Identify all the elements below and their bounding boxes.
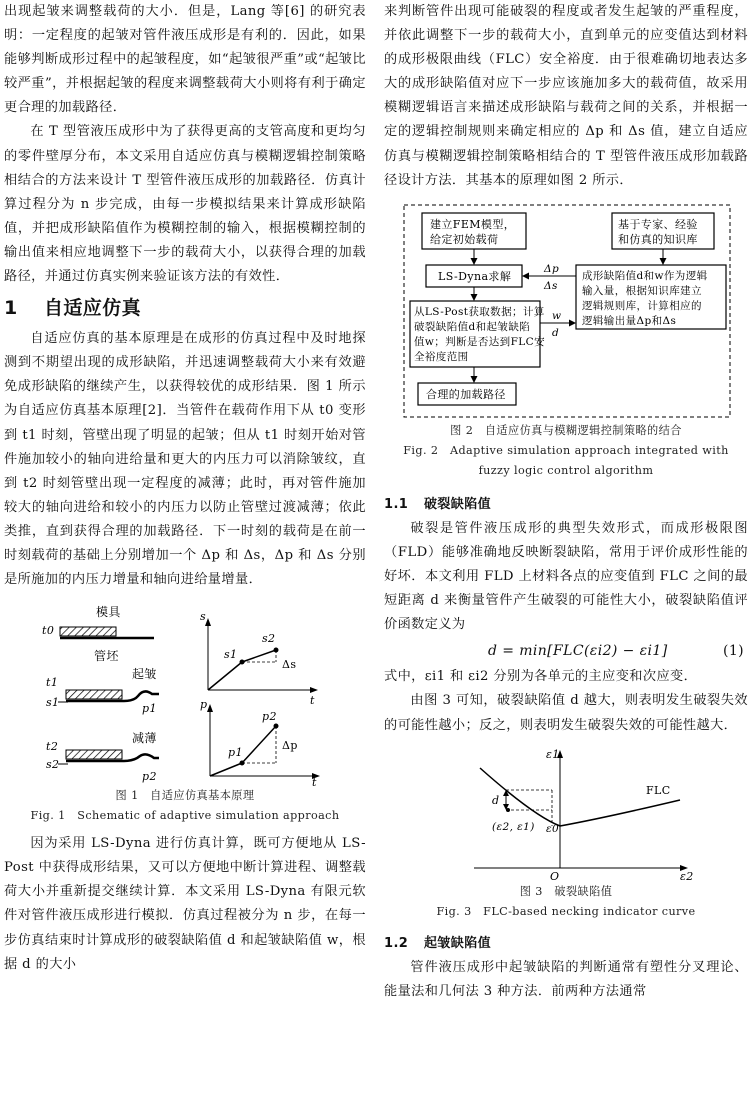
box-fuzzy-logic-line2: 输入量，根据知识库建立 <box>582 284 702 297</box>
axis-label-t: t <box>312 776 317 787</box>
wrinkle-label: 起皱 <box>132 667 157 682</box>
paragraph: 来判断管件出现可能破裂的程度或者发生起皱的严重程度，并依此调整下一步的载荷大小，直到单元的应变值达到材料的成形极限曲线（FLC）安全裕度．由于很难确切地表达多大的成形缺陷值对应下一步应该施加多大的载荷值，故采用模糊逻辑语言来描述成形缺陷与载荷之间的关系，并根据一定的逻辑控制规则来确定相应的 Δp 和 Δs 值，建立自适应仿真与模糊逻辑控制策略相结合的 T 型管件液压成形加载路径设计方法．其基本的原理如图 2 所示． <box>384 4 748 188</box>
label-w: w <box>552 309 562 322</box>
delta-p-label: Δp <box>282 739 298 753</box>
figure-2-flowchart <box>384 203 748 419</box>
axis-label-p: p <box>200 698 208 712</box>
t1-label: t1 <box>46 676 59 690</box>
paragraph: 因为采用 LS-Dyna 进行仿真计算，既可方便地从 LS-Post 中获得成形结果，又可以方便地中断计算进程、调整载荷大小并重新提交继续计算．本文采用 LS-Dyna 有限元软件对管件液压成形进行模拟．仿真过程被分为 n 步，在每一步仿真结束时计算成形的破裂缺陷值 d 和起皱缺陷值 w，根据 d 的大小 <box>4 836 366 972</box>
label-delta-p: Δp <box>544 262 560 275</box>
section-number: 1 <box>4 297 18 320</box>
box-ls-post-line4: 全裕度范围 <box>414 350 469 363</box>
subsection-title: 破裂缺陷值 <box>424 496 492 512</box>
box-fuzzy-logic-line3: 逻辑规则库，计算相应的 <box>582 299 702 312</box>
origin-label: O <box>550 869 560 882</box>
figure-3-flc-diagram <box>384 746 748 882</box>
figure-1 <box>4 600 366 786</box>
axis-label-s: s <box>200 610 207 624</box>
die-shape <box>66 750 122 759</box>
box-loading-path-label: 合理的加载路径 <box>426 387 506 401</box>
subsection-title: 起皱缺陷值 <box>424 935 492 951</box>
box-fem-model-line1: 建立FEM模型， <box>430 217 516 231</box>
figure-3 <box>384 746 748 882</box>
equation-1 <box>384 637 748 665</box>
box-ls-dyna-label: LS-Dyna求解 <box>438 269 512 283</box>
box-knowledge-base-line2: 和仿真的知识库 <box>618 232 698 246</box>
figure-caption-en: fuzzy logic control algorithm <box>478 463 654 477</box>
paragraph: 出现起皱来调整载荷的大小．但是，Lang 等[6] 的研究表明：一定程度的起皱对管件液压成形是有利的．因此，如果能够判断成形过程中的起皱程度，如“起皱很严重”或“起皱比较严重”，并根据起皱的程度来调整载荷大小则将有利于确定更合理的加载路径． <box>4 4 366 116</box>
figure-caption: 图 3 破裂缺陷值 <box>519 884 613 898</box>
box-fuzzy-logic-line4: 逻辑输出量Δp和Δs <box>582 314 677 327</box>
subsection-number: 1.2 <box>384 935 409 951</box>
point-label-s1: s1 <box>224 648 238 662</box>
point-label-p2: p2 <box>262 710 277 724</box>
e0-label: ε0 <box>546 822 560 835</box>
flc-curve <box>480 768 680 826</box>
s2-label: s2 <box>46 758 60 772</box>
figure-caption: 图 2 自适应仿真与模糊逻辑控制策略的结合 <box>450 423 682 437</box>
equation-number: (1) <box>722 643 744 660</box>
p1-label: p1 <box>142 702 157 716</box>
label-d: d <box>552 326 560 339</box>
box-ls-post-line3: 值w；判断是否达到FLC安 <box>414 335 545 348</box>
point-label-p1: p1 <box>228 746 243 760</box>
box-knowledge-base-line1: 基于专家、经验 <box>618 217 698 231</box>
figure-2 <box>384 203 748 419</box>
left-column <box>4 0 366 977</box>
curve <box>242 726 276 763</box>
thin-label: 减薄 <box>132 731 157 746</box>
figure-caption: 图 1 自适应仿真基本原理 <box>115 789 255 803</box>
axis-label-t: t <box>310 694 315 708</box>
d-label: d <box>492 793 500 807</box>
axis-label-e2: ε2 <box>680 869 694 882</box>
p2-label: p2 <box>142 770 157 784</box>
curve <box>210 763 242 776</box>
paragraph: 管件液压成形中起皱缺陷的判断通常有塑性分叉理论、能量法和几何法 3 种方法．前两种方法通常 <box>384 959 748 999</box>
label-delta-s: Δs <box>544 279 558 292</box>
s1-label: s1 <box>46 696 60 710</box>
die-shape <box>60 627 116 636</box>
box-fuzzy-logic-line1: 成形缺陷值d和w作为逻辑 <box>582 269 708 282</box>
die-label: 模具 <box>96 605 121 620</box>
paragraph: 式中，εi1 和 εi2 分别为各单元的主应变和次应变． <box>384 669 698 685</box>
tube-label: 管坯 <box>94 649 119 664</box>
right-column <box>384 0 748 1004</box>
figure-1-diagram <box>4 600 366 786</box>
delta-s-label: Δs <box>282 658 297 672</box>
t0-label: t0 <box>42 624 55 638</box>
curve <box>208 662 242 690</box>
paragraph: 由图 3 可知，破裂缺陷值 d 越大，则表明发生破裂失效的可能性越小；反之，则表明发生破裂失效的可能性越大． <box>384 693 748 733</box>
paragraph: 破裂是管件液压成形的典型失效形式，而成形极限图（FLD）能够准确地反映断裂缺陷，常用于评价成形性能的好坏．本文利用 FLD 上材料各点的应变值到 FLC 之间的最短距离 d 来衡量管件产生破裂的可能性大小，破裂缺陷值评价函数定义为 <box>384 520 748 633</box>
box-ls-post-line1: 从LS-Post获取数据；计算 <box>414 305 545 318</box>
subsection-heading <box>384 493 748 517</box>
subsection-number: 1.1 <box>384 496 409 512</box>
subsection-heading <box>384 932 748 956</box>
paragraph: 自适应仿真的基本原理是在成形的仿真过程中及时地探测到不期望出现的成形缺陷，并迅速调整载荷大小来有效避免成形缺陷的继续产生，以获得较优的成形结果．图 1 所示为自适应仿真基本原理[2]．当管件在载荷作用下从 t0 变形到 t1 时刻，管壁出现了明显的起皱；但从 t1 时刻开始对管件施加较小的轴向进给量和更大的内压力可以消除皱纹，直到 t2 时刻管壁出现一定程度的减薄；此时，再对管件施加较大的轴向进给和较小的内压力以防止管壁过渡减薄；依此类推，直到获得合理的加载路径．下一时刻的载荷是在前一时刻载荷的基础上分别增加一个 Δp 和 Δs，Δp 和 Δs 分别是所施加的内压力增量和轴向进给量增量． <box>4 331 366 588</box>
point-label-s2: s2 <box>262 632 276 646</box>
box-fem-model-line2: 给定初始载荷 <box>430 232 499 246</box>
figure-caption-en: Fig. 3 FLC-based necking indicator curve <box>436 904 696 918</box>
section-title: 自适应仿真 <box>44 297 142 320</box>
curve <box>242 650 276 662</box>
figure-caption-en: Fig. 2 Adaptive simulation approach integrated with <box>403 443 729 457</box>
flc-label: FLC <box>646 783 671 797</box>
box-ls-post-line2: 破裂缺陷值d和起皱缺陷 <box>414 320 531 333</box>
t2-label: t2 <box>46 740 59 754</box>
equation-body: d = min[FLC(εi2) − εi1] <box>488 643 668 660</box>
figure-caption-en: Fig. 1 Schematic of adaptive simulation approach <box>30 809 340 823</box>
strain-point <box>506 808 510 812</box>
axis-label-e1: ε1 <box>546 747 560 761</box>
point-label: (ε2, ε1) <box>492 820 535 833</box>
die-shape <box>66 690 122 699</box>
section-heading <box>4 289 366 327</box>
paragraph: 在 T 型管液压成形中为了获得更高的支管高度和更均匀的零件壁厚分布，本文采用自适应仿真与模糊逻辑控制策略相结合的方法来设计 T 型管件液压成形的加载路径．仿真计算过程分为 n 步完成，由每一步模拟结果来计算成形缺陷值，并把成形缺陷值作为模糊控制的输入，根据模糊控制的输出值来相应地调整下一步的载荷大小，以获得合理的加载路径，并通过仿真实例来验证该方法的有效性． <box>4 124 366 285</box>
